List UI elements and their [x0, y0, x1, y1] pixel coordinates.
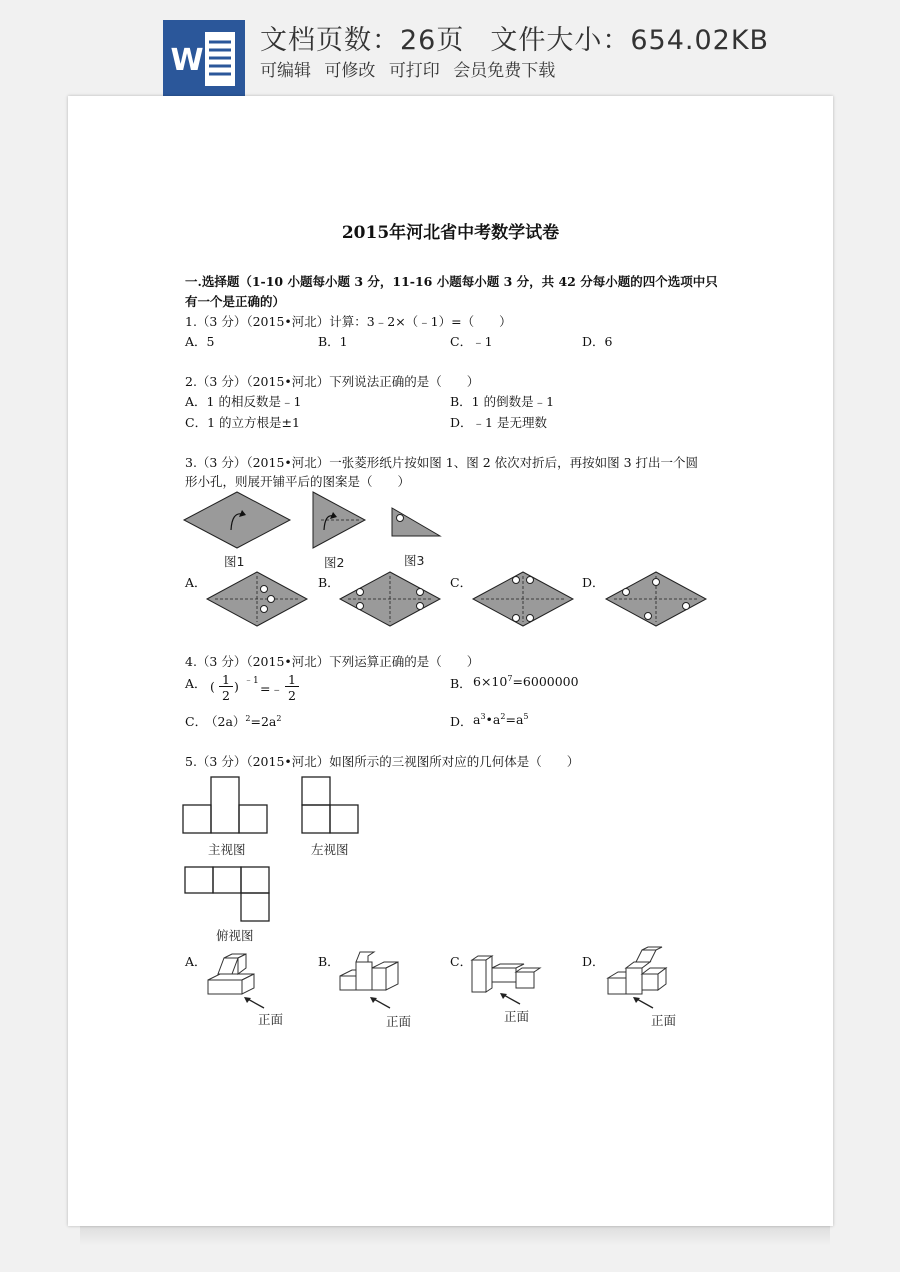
q4-a-rhs-numerator: 1 — [288, 672, 296, 687]
feature-member-download: 会员免费下载 — [453, 61, 556, 81]
q5-option-d-front-label: 正面 — [651, 1013, 677, 1028]
q5-option-b-arrow — [368, 996, 392, 1010]
document-page — [68, 96, 833, 1226]
feature-list — [260, 56, 563, 81]
q5-top-view-label: 俯视图 — [216, 928, 254, 943]
q4-d-e1: 3 — [480, 712, 486, 721]
q2-option-c: C．1 的立方根是±1 — [185, 415, 300, 430]
q2-option-d: D．﹣1 是无理数 — [450, 415, 547, 430]
q4-b-base: 6×10 — [473, 674, 508, 690]
q5-option-a-arrow — [242, 996, 266, 1010]
q3-option-c-rhombus — [471, 570, 575, 628]
q4-d-rhs: =a — [505, 712, 524, 728]
feature-editable: 可编辑 — [260, 61, 311, 81]
q4-c-rhs: =2a — [250, 714, 277, 729]
q4-d-e2: 2 — [500, 712, 506, 721]
q3-figure-3-label: 图3 — [404, 553, 425, 568]
section-heading-line1: 一.选择题（1-10 小题每小题 3 分，11-16 小题每小题 3 分，共 42 分每小题的四个选项中只 — [185, 274, 718, 289]
q3-figure-1-rhombus — [182, 490, 292, 550]
q4-option-b-expression — [473, 674, 579, 689]
q3-option-d-letter: D． — [582, 575, 605, 590]
document-title: 2015年河北省中考数学试卷 — [341, 223, 560, 243]
q3-option-b-letter: B． — [318, 575, 340, 590]
q3-option-b-rhombus — [338, 570, 442, 628]
q4-a-base-denominator: 2 — [222, 688, 230, 703]
q4-d-e3: 5 — [523, 712, 529, 721]
page-count: 文档页数：26页 — [260, 25, 465, 56]
q3-stem-line1: 3.（3 分）（2015•河北）一张菱形纸片按如图 1、图 2 依次对折后，再按如图 3 打出一个圆 — [185, 455, 699, 470]
q5-option-c-solid — [470, 954, 540, 996]
word-icon-letter: W — [170, 43, 204, 78]
q3-figure-2-label: 图2 — [324, 555, 345, 570]
feature-printable: 可打印 — [388, 61, 440, 81]
q1-option-c: C．﹣1 — [450, 334, 493, 349]
q5-option-d-arrow — [631, 996, 655, 1010]
q3-option-c-letter: C． — [450, 575, 473, 590]
q4-option-a-letter: A． — [185, 676, 207, 691]
q5-option-a-solid — [204, 952, 266, 1002]
q5-top-view — [184, 866, 272, 924]
q2-option-a: A．1 的相反数是﹣1 — [185, 394, 302, 409]
word-document-icon — [163, 20, 245, 96]
q5-front-view — [182, 776, 270, 836]
q3-option-a-letter: A． — [185, 575, 207, 590]
q5-option-c-letter: C． — [450, 954, 473, 969]
q5-option-c-front-label: 正面 — [504, 1009, 530, 1024]
q4-option-c-letter: C． — [185, 714, 208, 729]
q4-a-exponent: ﹣1 — [244, 676, 259, 686]
q4-d-mid: •a — [485, 712, 501, 728]
q5-option-c-arrow — [498, 992, 522, 1006]
q4-option-c-expression — [205, 712, 281, 730]
q4-c-rhs-exponent: 2 — [276, 713, 282, 723]
banner — [0, 0, 900, 96]
q4-option-d-expression — [473, 712, 529, 727]
q4-option-a-expression: ( 1 2 ) ﹣1 =﹣ 1 2 — [210, 670, 320, 710]
q2-stem: 2.（3 分）（2015•河北）下列说法正确的是（ ） — [185, 374, 480, 389]
q2-option-b: B．1 的倒数是﹣1 — [450, 394, 555, 409]
q4-stem: 4.（3 分）（2015•河北）下列运算正确的是（ ） — [185, 654, 480, 669]
q3-figure-1-label: 图1 — [224, 554, 245, 569]
q4-b-exponent: 7 — [507, 674, 513, 683]
q3-figure-2-triangle — [311, 490, 367, 552]
q3-stem-line2: 形小孔，则展开铺平后的图案是（ ） — [185, 474, 411, 489]
q5-option-d-letter: D． — [582, 954, 605, 969]
q5-left-view-label: 左视图 — [311, 842, 349, 857]
feature-modifiable: 可修改 — [324, 61, 376, 81]
q1-option-b: B．1 — [318, 334, 348, 349]
q1-stem: 1.（3 分）（2015•河北）计算：3﹣2×（﹣1）=（ ） — [185, 314, 512, 329]
q5-option-b-letter: B． — [318, 954, 340, 969]
q4-c-lhs: （2a） — [205, 714, 246, 729]
file-info — [260, 18, 769, 57]
q5-option-b-front-label: 正面 — [386, 1014, 412, 1029]
q4-b-rhs: =6000000 — [512, 674, 579, 690]
q5-stem: 5.（3 分）（2015•河北）如图所示的三视图所对应的几何体是（ ） — [185, 754, 580, 769]
q3-figure-3-punched-triangle — [390, 506, 442, 538]
q4-c-exponent: 2 — [245, 713, 251, 723]
q3-option-d-rhombus — [604, 570, 708, 628]
q4-d-a1: a — [473, 712, 481, 728]
section-heading-line2: 有一个是正确的） — [185, 294, 286, 309]
q4-a-rhs-sign: =﹣ — [260, 681, 283, 696]
q5-front-view-label: 主视图 — [208, 842, 246, 857]
file-size: 文件大小：654.02KB — [490, 25, 770, 56]
q5-option-b-solid — [338, 948, 404, 998]
q4-option-d-letter: D． — [450, 714, 473, 729]
q5-option-a-front-label: 正面 — [258, 1012, 284, 1027]
q1-option-a: A．5 — [185, 334, 215, 349]
q5-left-view — [301, 776, 361, 836]
q4-a-base-numerator: 1 — [222, 672, 230, 687]
q1-option-d: D．6 — [582, 334, 613, 349]
q4-option-b-letter: B． — [450, 676, 472, 691]
q3-option-a-rhombus — [205, 570, 309, 628]
q4-a-rhs-denominator: 2 — [288, 688, 296, 703]
q5-option-a-letter: A． — [185, 954, 207, 969]
